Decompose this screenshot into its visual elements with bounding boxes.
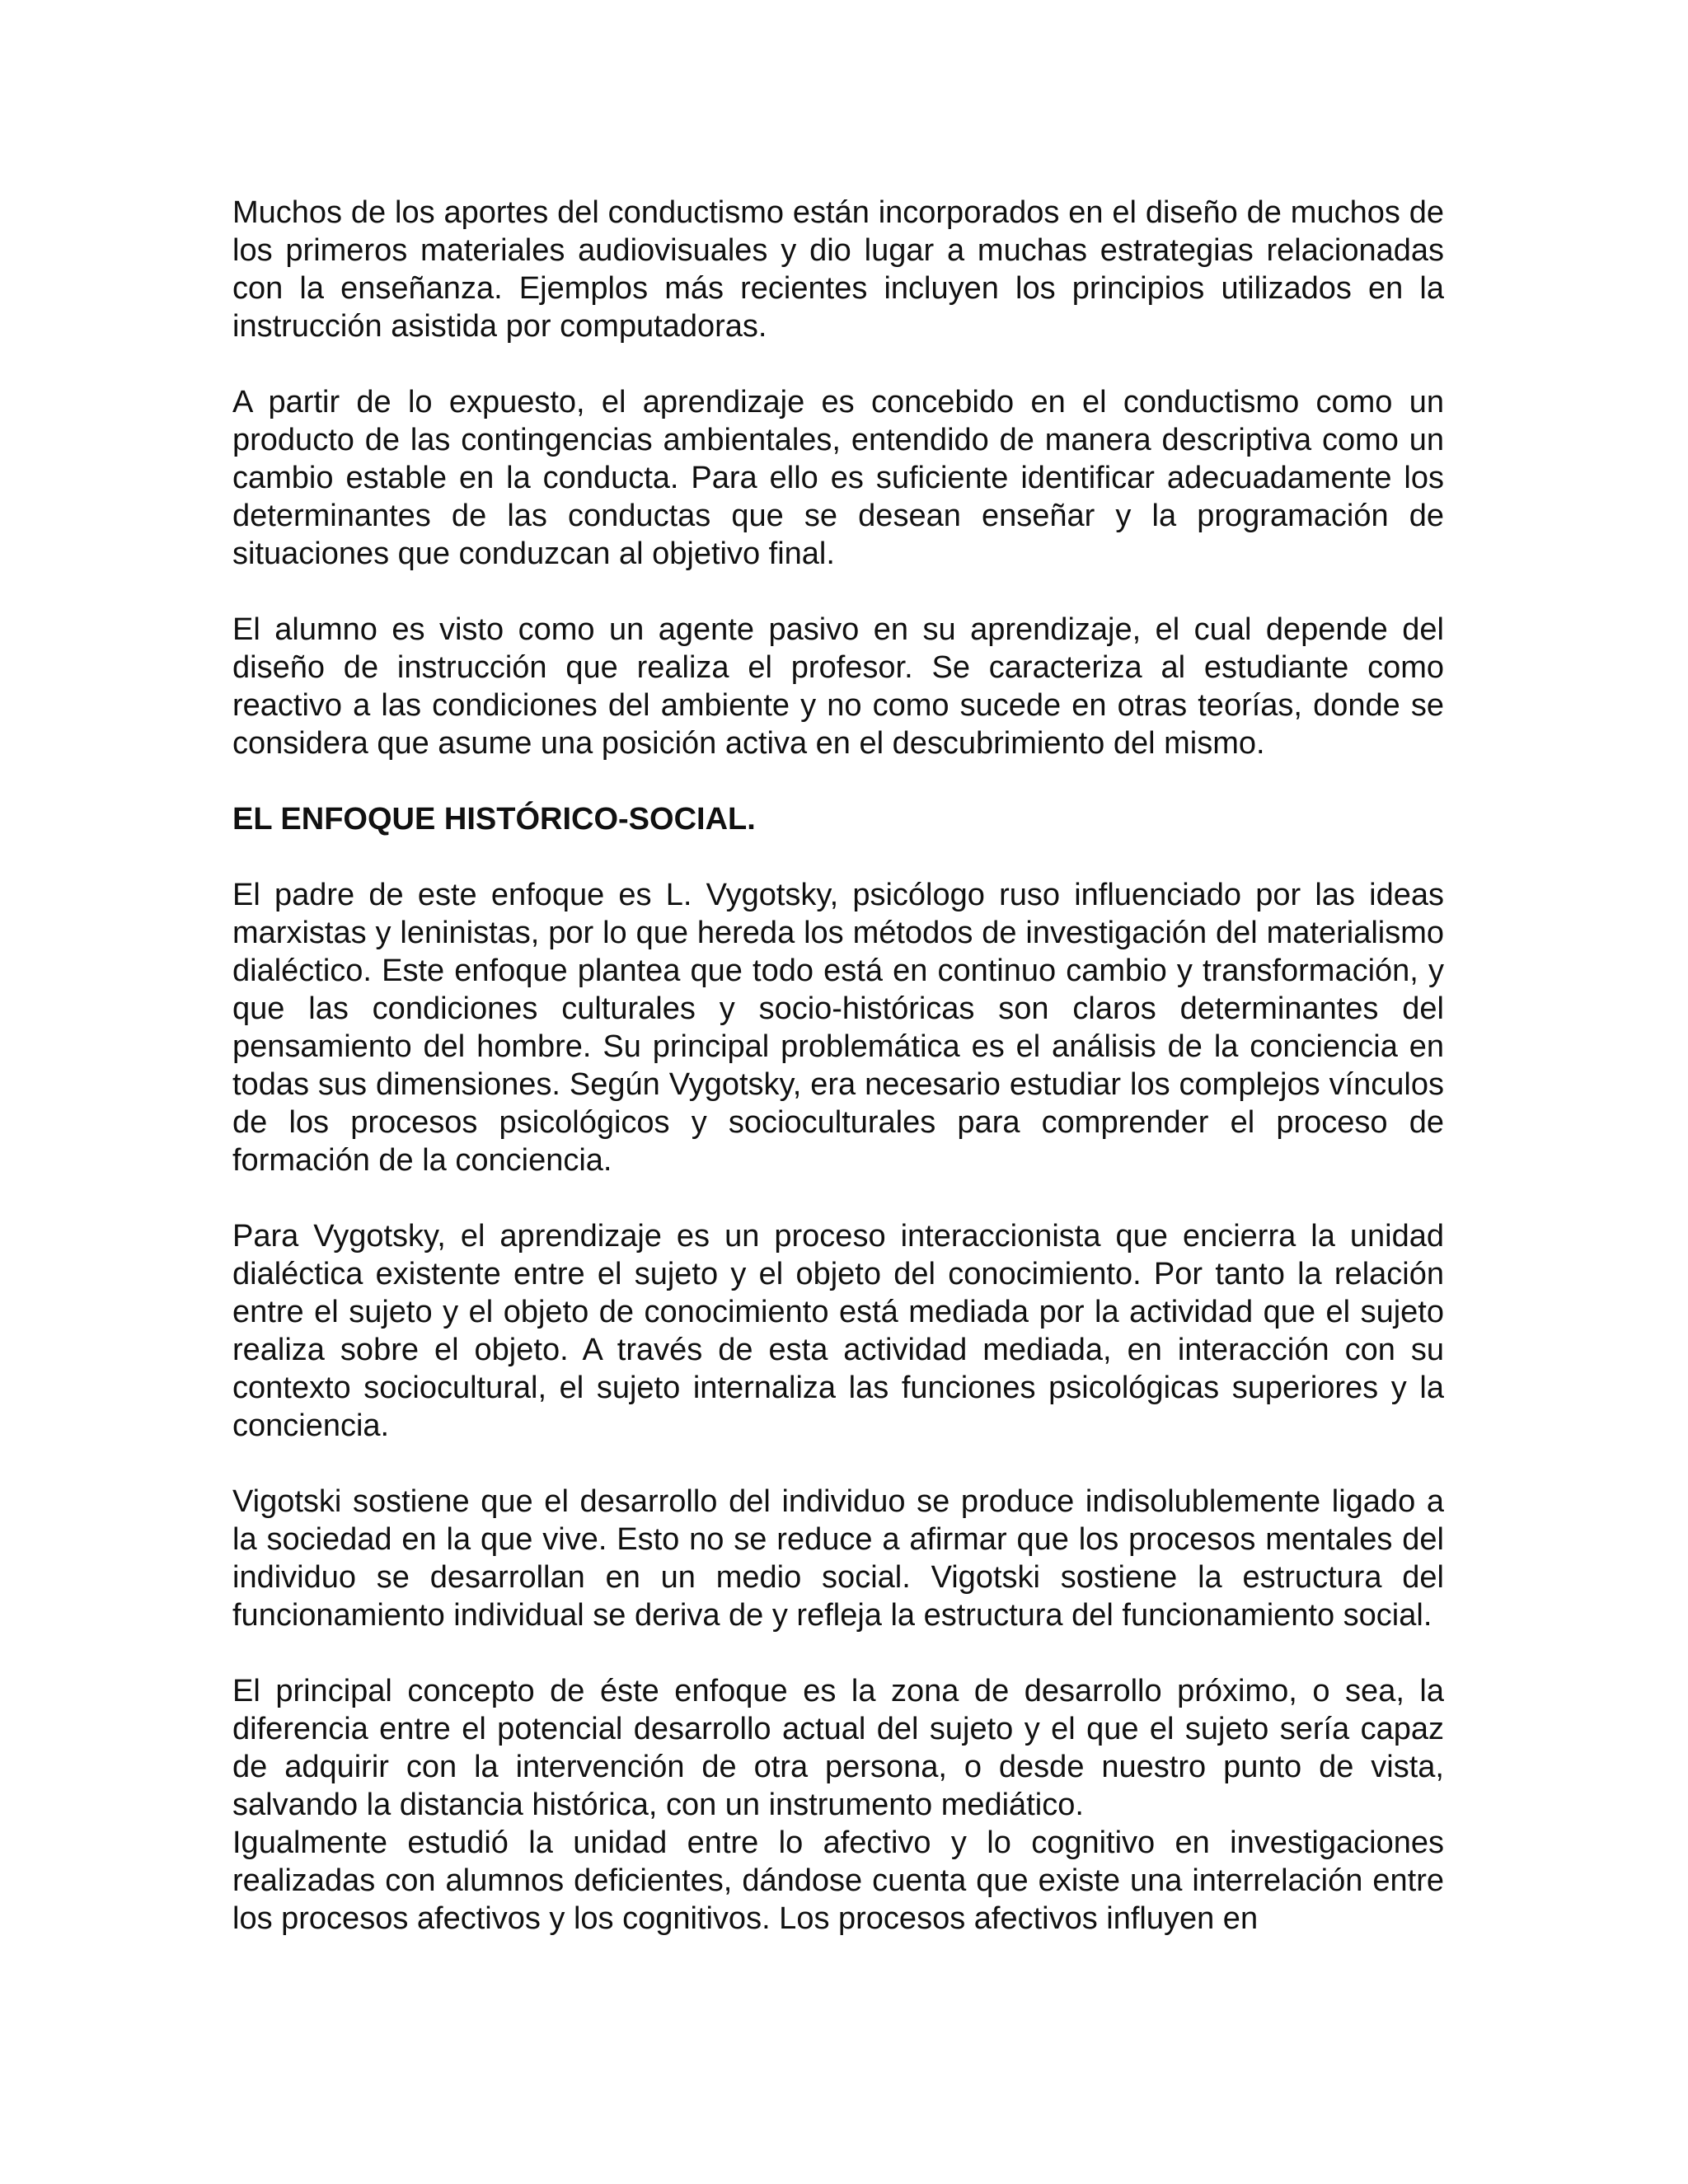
document-body — [232, 194, 1444, 1975]
paragraph-aprendizaje-interaccionista: Para Vygotsky, el aprendizaje es un proceso interaccionista que encierra la unidad dialéctica existente entre el sujeto y el objeto del conocimiento. Por tanto la relación entre el sujeto y el objeto de conocimiento está mediada por la actividad que el sujeto realiza sobre el objeto. A través de esta actividad mediada, en interacción con su contexto sociocultural, el sujeto internaliza las funciones psicológicas superiores y la conciencia. — [232, 1219, 1444, 1443]
paragraph-desarrollo-individuo: Vigotski sostiene que el desarrollo del individuo se produce indisolublemente ligado a la sociedad en la que vive. Esto no se reduce a afirmar que los procesos mentales del individuo se desarrollan en un medio social. Vigotski sostiene la estructura del funcionamiento individual se deriva de y refleja la estructura del funcionamiento social. — [232, 1484, 1444, 1633]
section-heading: EL ENFOQUE HISTÓRICO-SOCIAL. — [232, 802, 756, 837]
paragraph-afectivo-cognitivo: Igualmente estudió la unidad entre lo afectivo y lo cognitivo en investigaciones realizadas con alumnos deficientes, dándose cuenta que existe una interrelación entre los procesos afectivos y los cognitivos. Los procesos afectivos influyen en — [232, 1825, 1444, 1936]
paragraph-alumno-pasivo: El alumno es visto como un agente pasivo en su aprendizaje, el cual depende del diseño de instrucción que realiza el profesor. Se caracteriza al estudiante como reactivo a las condiciones del ambiente y no como sucede en otras teorías, donde se considera que asume una posición activa en el descubrimiento del mismo. — [232, 612, 1444, 761]
paragraph-vygotsky-enfoque: El padre de este enfoque es L. Vygotsky, psicólogo ruso influenciado por las ideas marxistas y leninistas, por lo que hereda los métodos de investigación del materialismo dialéctico. Este enfoque plantea que todo está en continuo cambio y transformación, y que las condiciones culturales y socio-históricas son claros determinantes del pensamiento del hombre. Su principal problemática es el análisis de la conciencia en todas sus dimensiones. Según Vygotsky, era necesario estudiar los complejos vínculos de los procesos psicológicos y socioculturales para comprender el proceso de formación de la conciencia. — [232, 878, 1444, 1178]
paragraph-zona-desarrollo-proximo: El principal concepto de éste enfoque es la zona de desarrollo próximo, o sea, la diferencia entre el potencial desarrollo actual del sujeto y el que el sujeto sería capaz de adquirir con la intervención de otra persona, o desde nuestro punto de vista, salvando la distancia histórica, con un instrumento mediático. — [232, 1674, 1444, 1822]
paragraph-aprendizaje-conductismo: A partir de lo expuesto, el aprendizaje es concebido en el conductismo como un producto de las contingencias ambientales, entendido de manera descriptiva como un cambio estable en la conducta. Para ello es suficiente identificar adecuadamente los determinantes de las conductas que se desean enseñar y la programación de situaciones que conduzcan al objetivo final. — [232, 385, 1444, 571]
paragraph-conductismo-aportes: Muchos de los aportes del conductismo están incorporados en el diseño de muchos de los primeros materiales audiovisuales y dio lugar a muchas estrategias relacionadas con la enseñanza. Ejemplos más recientes incluyen los principios utilizados en la instrucción asistida por computadoras. — [232, 195, 1444, 344]
